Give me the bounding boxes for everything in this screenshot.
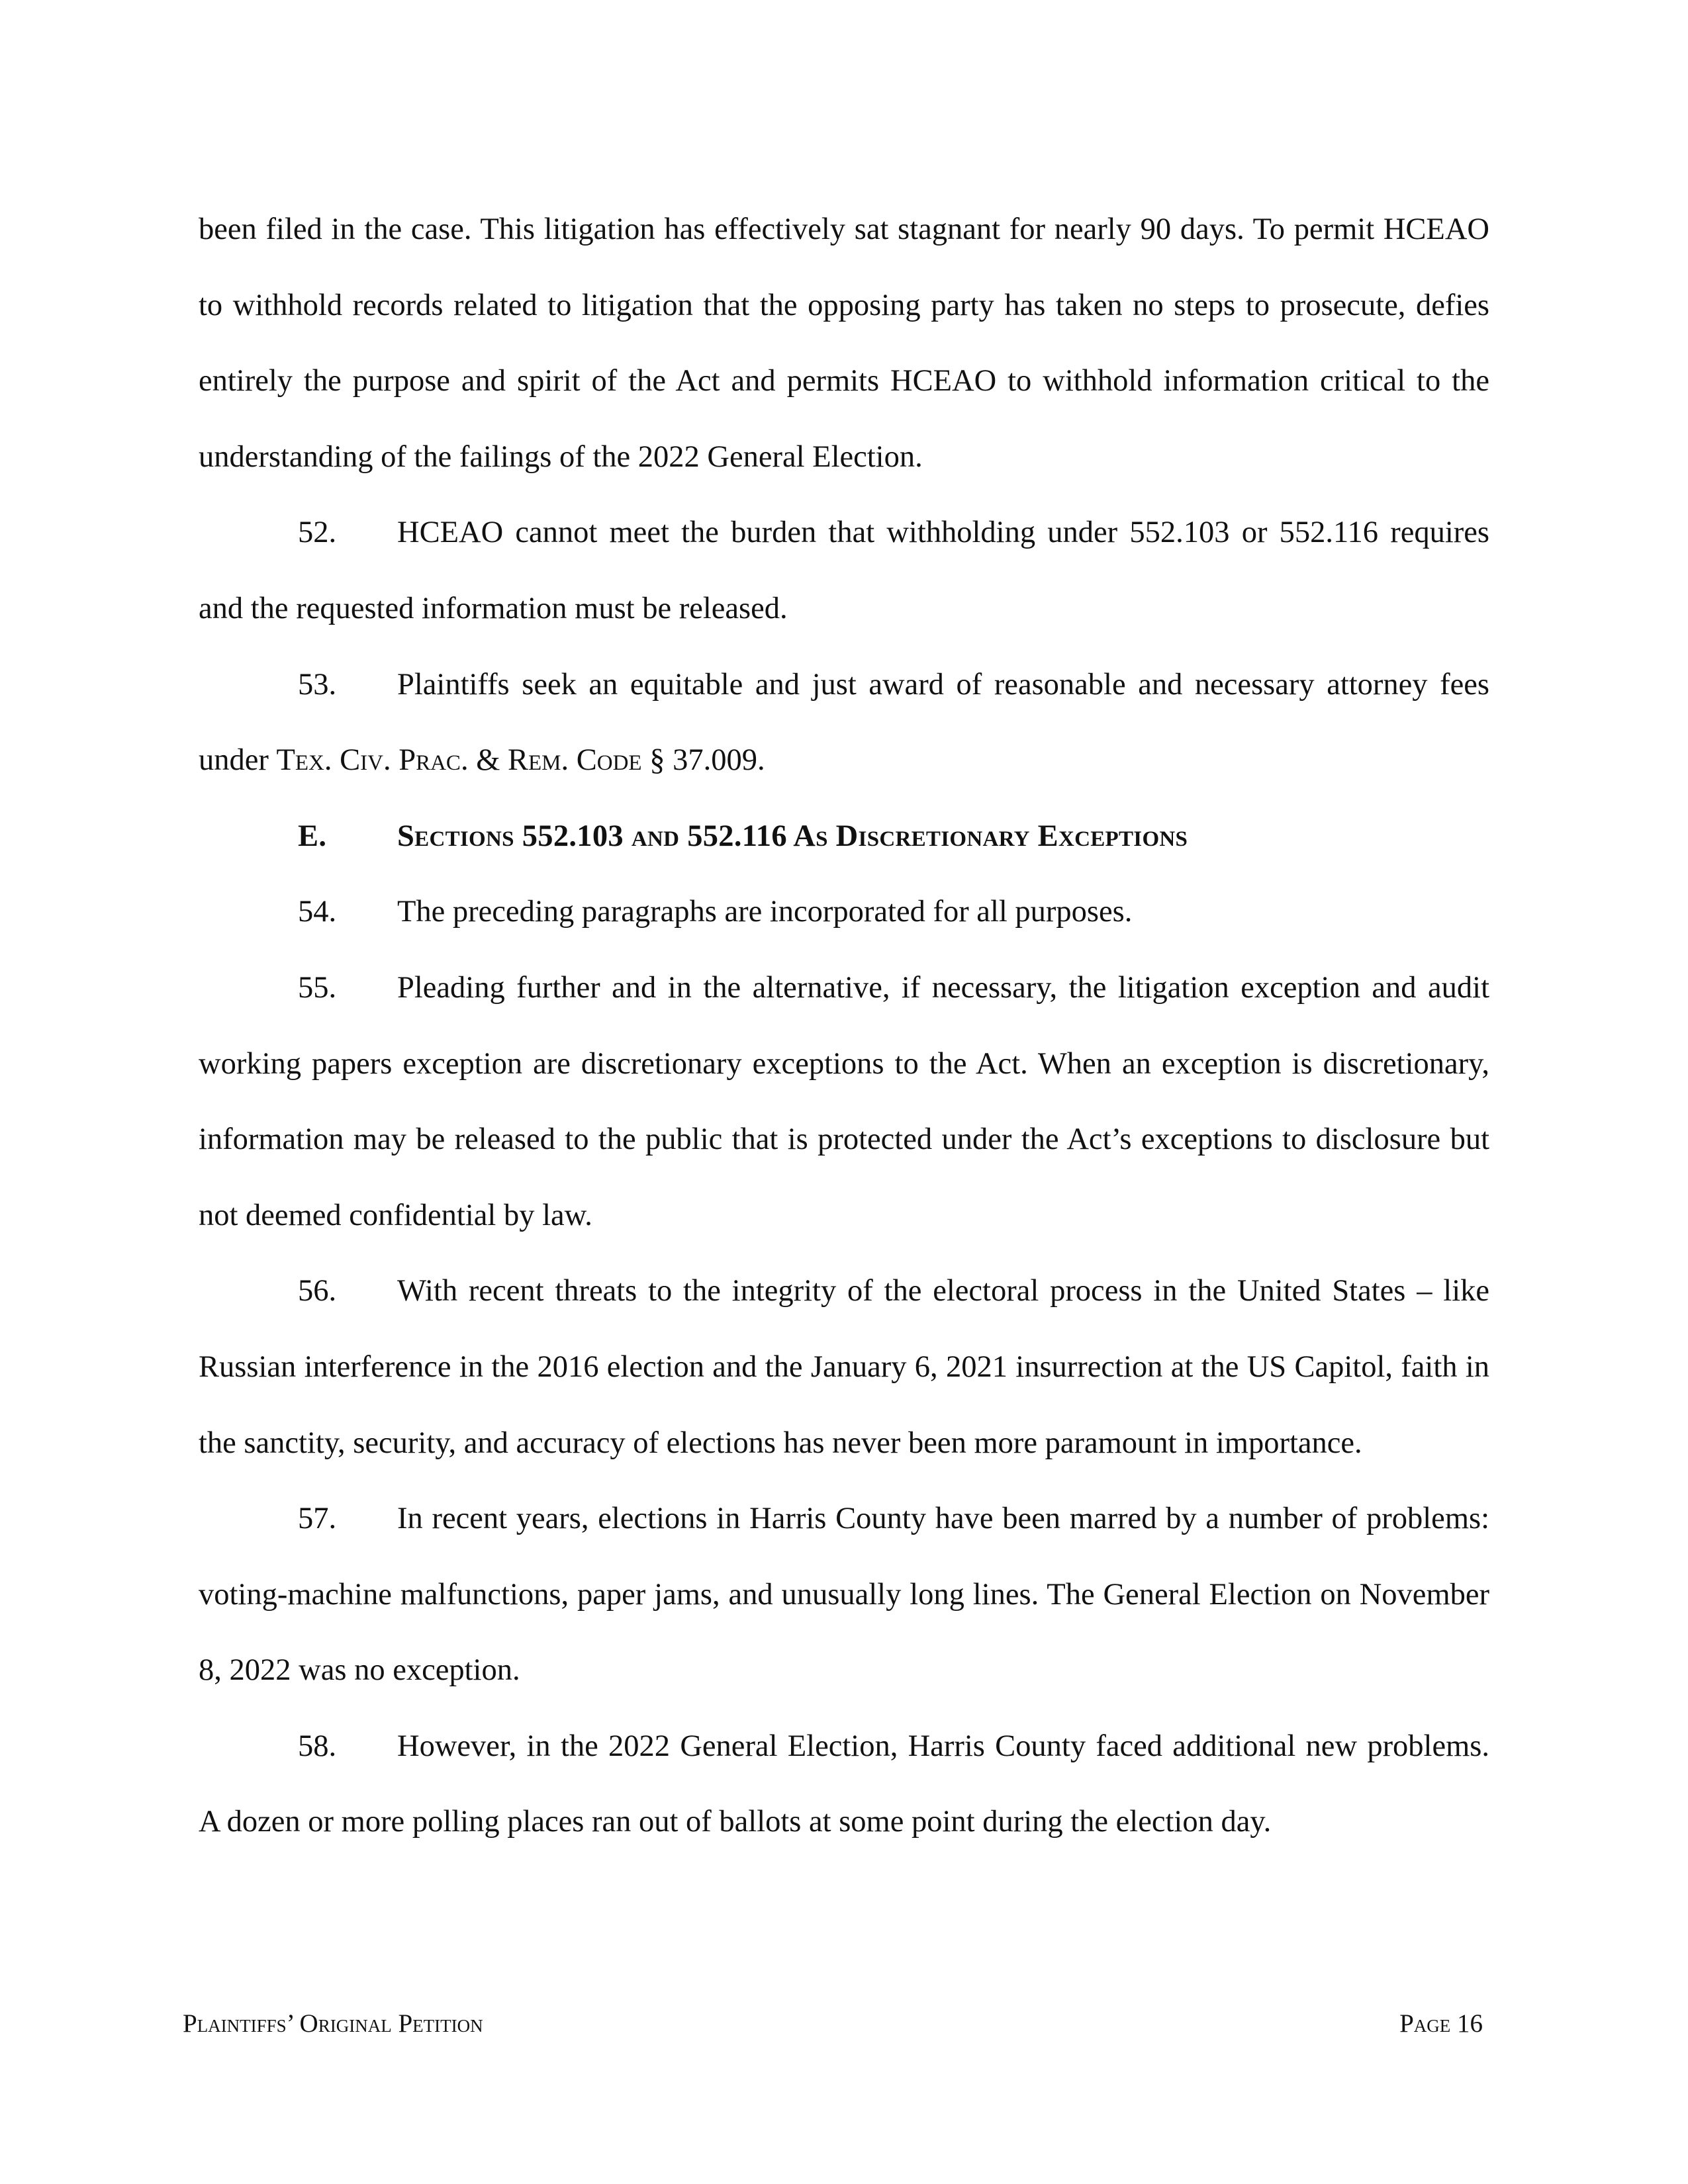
section-title: Sections 552.103 and 552.116 As Discretionary Exceptions <box>397 819 1188 853</box>
section-letter: E. <box>298 819 327 853</box>
paragraph-number: 52. <box>298 516 337 550</box>
paragraph-56 <box>199 1253 1489 1481</box>
statute-citation: Tex. Civ. Prac. & Rem. Code <box>276 743 642 778</box>
page-footer <box>183 2009 1483 2038</box>
paragraph-text: Plaintiffs seek an equitable and just award of reasonable and necessary attorney fees under <box>199 667 1489 778</box>
paragraph-52 <box>199 495 1489 647</box>
paragraph-number: 54. <box>298 895 337 929</box>
section-heading-e <box>298 799 1489 875</box>
paragraph-text: The preceding paragraphs are incorporated for all purposes. <box>397 895 1133 929</box>
paragraph-53 <box>199 647 1489 799</box>
paragraph-55 <box>199 950 1489 1253</box>
paragraph-number: 56. <box>298 1274 337 1308</box>
paragraph-number: 57. <box>298 1502 337 1536</box>
paragraph-text: With recent threats to the integrity of the electoral process in the United States – like Russian interference in the 2016 election and the January 6, 2021 insurrection at the US Capitol, faith in the sanctity, security, and accuracy of elections has never been more paramount in importance. <box>199 1274 1489 1460</box>
paragraph-text: Pleading further and in the alternative, if necessary, the litigation exception and audit working papers exception are discretionary exceptions to the Act. When an exception is discretionary, information may be released to the public that is protected under the Act’s exceptions to disclosure but not deemed confidential by law. <box>199 970 1489 1232</box>
paragraph-text: However, in the 2022 General Election, Harris County faced additional new problems. A dozen or more polling places ran out of ballots at some point during the election day. <box>199 1729 1489 1839</box>
paragraph-text: HCEAO cannot meet the burden that withholding under 552.103 or 552.116 requires and the requested information must be released. <box>199 516 1489 625</box>
page-body <box>199 192 1489 1860</box>
footer-document-title: Plaintiffs’ Original Petition <box>183 2009 483 2038</box>
paragraph-54 <box>199 874 1489 950</box>
paragraph-text-tail: § 37.009. <box>641 743 765 778</box>
opening-paragraph: been filed in the case. This litigation has effectively sat stagnant for nearly 90 days. To permit HCEAO to withhold records related to litigation that the opposing party has taken no steps to prosecute, defies entirely the purpose and spirit of the Act and permits HCEAO to withhold information critical to the understanding of the failings of the 2022 General Election. <box>199 212 1489 474</box>
paragraph-text: In recent years, elections in Harris County have been marred by a number of problems: voting-machine malfunctions, paper jams, and unusually long lines. The General Election on November 8, 2022 was no exception. <box>199 1502 1489 1688</box>
paragraph-number: 53. <box>298 667 337 702</box>
paragraph-57 <box>199 1481 1489 1709</box>
paragraph-58 <box>199 1709 1489 1860</box>
paragraph-number: 58. <box>298 1729 337 1763</box>
footer-page-number: Page 16 <box>1399 2009 1483 2038</box>
paragraph-number: 55. <box>298 970 337 1005</box>
